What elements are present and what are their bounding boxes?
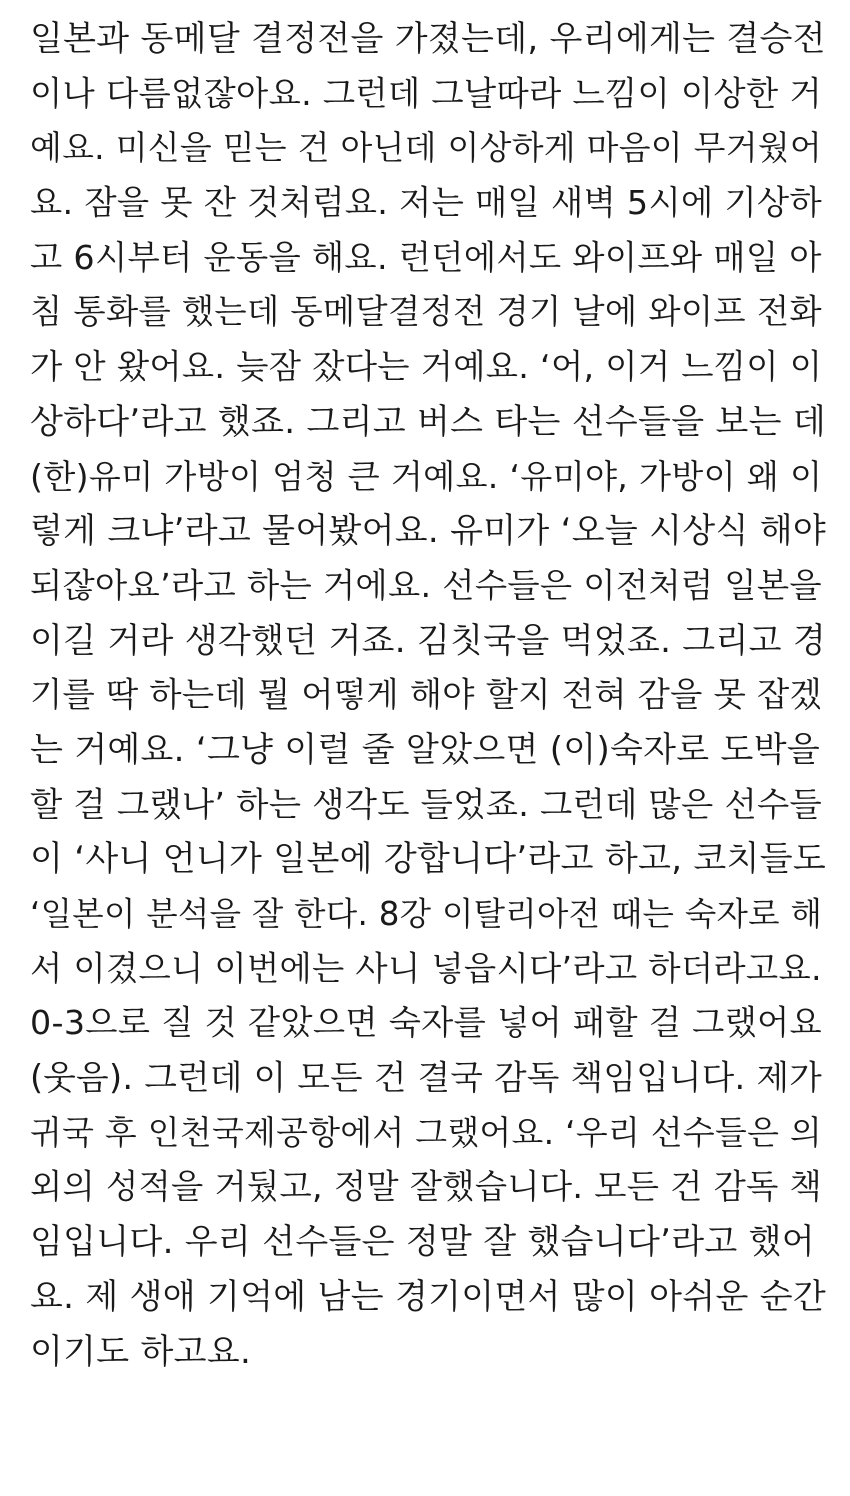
text-line: 0-3으로 질 것 같았으면 숙자를 넣어 패할 걸 그랬어요 [30,1003,823,1043]
text-line: 할 걸 그랬나’ 하는 생각도 들었죠. 그런데 많은 선수들 [30,784,823,824]
text-line: (한)유미 가방이 엄청 큰 거예요. ‘유미야, 가방이 왜 이 [30,456,823,496]
text-line: 는 거예요. ‘그냥 이럴 줄 알았으면 (이)숙자로 도박을 [30,729,820,770]
text-line: 요. 제 생애 기억에 남는 경기이면서 많이 아쉬운 순간 [30,1276,826,1317]
text-line: 귀국 후 인천국제공항에서 그랬어요. ‘우리 선수들은 의 [30,1112,823,1152]
text-line: 상하다’라고 했죠. 그리고 버스 타는 선수들을 보는 데 [30,401,826,442]
text-line: 임입니다. 우리 선수들은 정말 잘 했습니다’라고 했어 [30,1222,815,1263]
text-line: ‘일본이 분석을 잘 한다. 8강 이탈리아전 때는 숙자로 해 [30,895,823,933]
article-body [30,0,830,1379]
text-line: 이길 거라 생각했던 거죠. 김칫국을 먹었죠. 그리고 경 [30,620,826,661]
text-line: 외의 성적을 거뒀고, 정말 잘했습니다. 모든 건 감독 책 [30,1167,823,1207]
text-line: 되잖아요’라고 하는 거에요. 선수들은 이전처럼 일본을 [30,565,822,605]
text-line: 이나 다름없잖아요. 그런데 그날따라 느낌이 이상한 거 [30,73,822,113]
text-line: 요. 잠을 못 잔 것처럼요. 저는 매일 새벽 5시에 기상하 [30,183,822,223]
text-line: 이 ‘사니 언니가 일본에 강합니다’라고 하고, 코치들도 [30,839,826,880]
text-line: 이기도 하고요. [30,1331,252,1372]
text-line: 기를 딱 하는데 뭘 어떻게 해야 할지 전혀 감을 못 잡겠 [30,675,823,715]
text-line: 침 통화를 했는데 동메달결정전 경기 날에 와이프 전화 [30,292,822,332]
text-line: 렇게 크냐’라고 물어봤어요. 유미가 ‘오늘 시상식 해야 [30,511,826,552]
text-line: 가 안 왔어요. 늦잠 잤다는 거예요. ‘어, 이거 느낌이 이 [30,347,823,387]
text-line: 서 이겼으니 이번에는 사니 넣읍시다’라고 하더라고요. [30,948,822,988]
text-line: (웃음). 그런데 이 모든 건 결국 감독 책임입니다. 제가 [30,1058,822,1098]
text-line: 일본과 동메달 결정전을 가졌는데, 우리에게는 결승전 [30,19,826,59]
text-line: 예요. 미신을 믿는 건 아닌데 이상하게 마음이 무거웠어 [30,128,823,168]
text-line: 고 6시부터 운동을 해요. 런던에서도 와이프와 매일 아 [30,237,822,277]
